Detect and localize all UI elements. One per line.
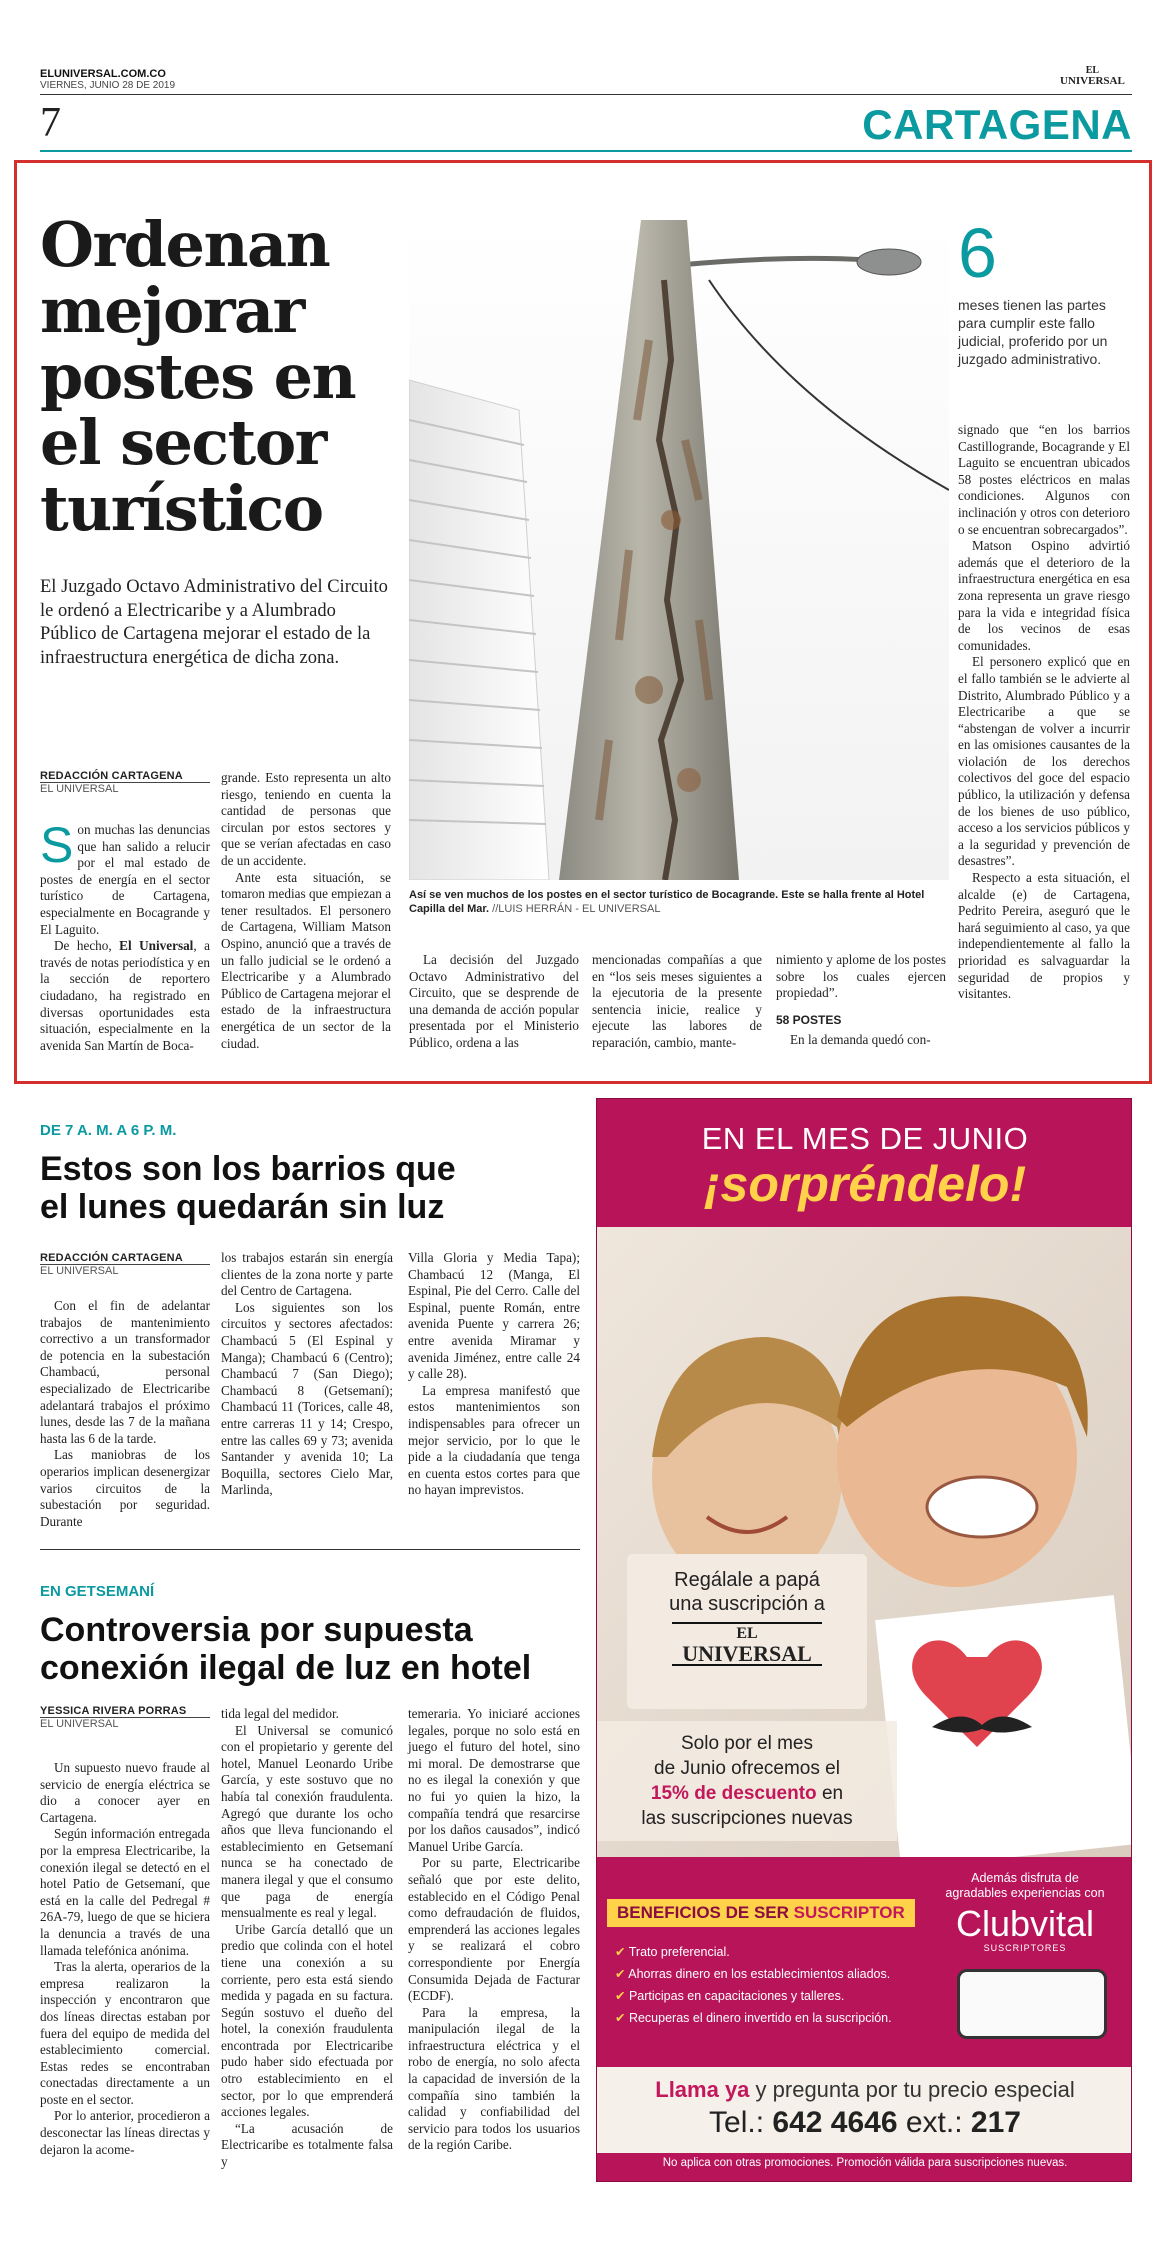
benefit-item: ✔ Recuperas el dinero invertido en la suscripción. <box>615 2011 892 2025</box>
photo-illustration <box>409 220 949 880</box>
article2-byline <box>40 1252 210 1277</box>
byline-org: EL UNIVERSAL <box>40 1265 119 1277</box>
main-col-1: Son muchas las denuncias que han salido a relucir por el mal estado de postes de energía en el sector turístico de Cartagena, especialmente en Bocagrande y El Laguito. De hecho, El Universal, a través de notas periodística y en la sección de reportero ciudadano, ha registrado en diversas oportunidades esta situación, especialmente en la avenida San Martín de Boca- <box>40 817 210 1053</box>
main-col-4: mencionadas compañías a que en “los seis meses siguientes a la ejecutoria de la presente sentencia inicie, realice y ejecute las labores de reparación, cambio, mante- <box>592 952 762 1050</box>
benefits-list <box>615 1941 915 2029</box>
byline-name: REDACCIÓN CARTAGENA <box>40 770 183 782</box>
offer-text: Solo por el mes de Junio ofrecemos el 15% de descuento en las suscripciones nuevas <box>597 1721 897 1841</box>
article3-col-1: Un supuesto nuevo fraude al servicio de energía eléctrica se dio a conocer ayer en Cartagena. Según información entregada por la empresa Electricaribe, la conexión ilegal se detectó en el hotel Patio de Getsemaní, que está en la calle del Pedregal # 26A-79, luego de que se hiciera la denuncia a través de una llamada telefónica anónima. Tras la alerta, operarios de la empresa realizaron la inspección y encontraron que dos líneas directas estaban por fuera del equipo de medida del establecimiento comercial. Estas redes se encontraban conectadas directamente a un poste en el sector. Por lo anterior, procedieron a desconectar las líneas directas y dejaron la acome- <box>40 1760 210 2157</box>
benefit-item: ✔ Trato preferencial. <box>615 1945 730 1959</box>
ad-line1: EN EL MES DE JUNIO <box>701 1121 1029 1156</box>
article-divider <box>40 1549 580 1550</box>
ad-footer: No aplica con otras promociones. Promoción válida para suscripciones nuevas. <box>662 2157 1068 2169</box>
article3-col-2: tida legal del medidor. El Universal se comunicó con el propietario y gerente del hotel, Manuel Leonardo Uribe García, y este sostuvo que no había tal conexión fraudulenta. Agregó que durante los ocho años que lleva funcionando el establecimiento en Getsemaní nunca se ha conectado de manera ilegal y que el consumo que paga de energía mensualmente es real y legal. Uribe García detalló que un predio que colinda con el hotel tiene una conexión a su corriente, pero esta está siendo medida y pagada en su factura. Según sostuvo el dueño del hotel, la conexión fraudulenta encontrada por Electricaribe pudo haber sido efectuada por otro establecimiento en el sector, por lo que emprenderá acciones legales. “La acusación de Electricaribe es totalmente falsa y <box>221 1706 393 2170</box>
benefits-title: BENEFICIOS DE SER SUSCRIPTOR <box>607 1899 915 1927</box>
benefit-item: ✔ Participas en capacitaciones y talleres. <box>615 1989 845 2003</box>
main-col-3: La decisión del Juzgado Octavo Administrativo del Circuito, que se desprende de una demanda de acción popular presentada por el Ministerio Público, ordena a las <box>409 952 579 1050</box>
article2-col-3: Villa Gloria y Media Tapa); Chambacú 12 (Manga, El Espinal, Pie del Cerro. Calle del Espinal, puente Román, entre avenida Puente y carrera 26; entre avenida Miramar y avenida Jiménez, entre calle 24 y calle 28). La empresa manifestó que estos mantenimientos son indispensables para ofrecer un mejor servicio, por lo que le pide a la ciudadanía que tenga en cuenta estos cortes para que no hayan imprevistos. <box>408 1250 580 1498</box>
main-col-5: nimiento y aplome de los postes sobre los cuales ejercen propiedad”. 58 POSTES En la demanda quedó con- <box>776 952 946 1048</box>
main-headline: Ordenan mejorar postes en el sector turístico <box>40 208 356 545</box>
benefit-item: ✔ Ahorras dinero en los establecimientos aliados. <box>615 1967 891 1981</box>
article3-headline: Controversia por supuesta conexión ilegal de luz en hotel <box>40 1611 532 1687</box>
ad-line2: ¡sorpréndelo! <box>703 1156 1027 1212</box>
article2-col-2: los trabajos estarán sin energía clientes de la zona norte y parte del Centro de Cartagena. Los siguientes son los circuitos y sectores afectados: Chambacú 5 (El Espinal y Manga); Chambacú 6 (Centro); Chambacú 7 (San Diego); Chambacú 8 (Getsemaní); Chambacú 11 (Torices, calle 48, entre carreras 11 y 14; Crespo, entre las calles 69 y 73; avenida Santander y avenida 10; La Boquilla, sectores Cielo Mar, Marlinda, <box>221 1250 393 1498</box>
article3-byline <box>40 1705 210 1730</box>
call-bar: Llama ya y pregunta por tu precio especial Tel.: 642 4646 ext.: 217 <box>597 2067 1132 2153</box>
masthead-logo: EL UNIVERSAL <box>1060 65 1125 87</box>
stat-text: meses tienen las partes para cumplir este fallo judicial, proferido por un juzgado administrativo. <box>958 297 1108 367</box>
header-rule <box>40 94 1132 95</box>
article3-col-3: temeraria. Yo iniciaré acciones legales, porque no solo está en juego el futuro del hotel, sino mi moral. De demostrarse que no es ilegal la conexión y que no fui yo quien la hizo, la compañía tendrá que resarcirse por los daños causados”, indicó Manuel Uribe García. Por su parte, Electricaribe señaló que por este delito, establecido en el Código Penal como defraudación de fluidos, emprenderá las acciones legales y se realizará el cobro correspondiente por Energía Consumida Dejada de Facturar (ECDF). Para la empresa, la manipulación ilegal de la infraestructura eléctrica y el robo de energía, no solo afecta la capacidad de inversión de la compañía sino también la calidad y confiabilidad del servicio para todos los usuarios de la región Caribe. <box>408 1706 580 2153</box>
gift-card: Regálale a papá una suscripción a EL UNIVERSAL <box>627 1554 867 1709</box>
article2-col-1: Con el fin de adelantar trabajos de mantenimiento correctivo a un transformador de potencia en la subestación Chambacú, personal especializado de Electricaribe adelantará trabajos el próximo lunes, desde las 7 de la mañana hasta las 6 de la tarde. Las maniobras de los operarios implican desenergizar varios circuitos de la subestación por seguridad. Durante <box>40 1298 210 1529</box>
main-byline <box>40 770 210 795</box>
pole-photo <box>409 220 949 880</box>
section-title: CARTAGENA <box>862 101 1132 148</box>
article2-kicker: DE 7 A. M. A 6 P. M. <box>40 1122 177 1139</box>
article3-kicker: EN GETSEMANÍ <box>40 1583 155 1600</box>
main-col-6: signado que “en los barrios Castillogrande, Bocagrande y El Laguito se encuentran ubicados 58 postes eléctricos en malas condiciones. Algunos con inclinación y otros con deterioro o se encuentran sobrecargados”. Matson Ospino advirtió además que el deterioro de la infraestructura energética en esa zona representa un grave riesgo para la vida e integridad física de los vecinos de esas comunidades. El personero explicó que en el fallo también se le advierte al Distrito, Alumbrado Público y a Electricaribe a que se “abstengan de volver a incurrir en las omisiones causantes de la violación de los derechos colectivos del goce del espacio público, la utilización y defensa de los bienes de uso público, acceso a los servicios públicos y a la seguridad y prevención de desastres”. Respecto a esta situación, el alcalde (e) de Cartagena, Pedrito Pereira, aseguró que le hará seguimiento al caso, ya que independientemente al fallo la prioridad es salvaguardar la seguridad de propios y visitantes. <box>958 422 1130 1002</box>
section-rule <box>40 150 1132 152</box>
main-deck: El Juzgado Octavo Administrativo del Circuito le ordenó a Electricaribe y a Alumbrado Público de Cartagena mejorar el estado de la infraestructura energética de dicha zona. <box>40 577 388 668</box>
photo-caption: Así se ven muchos de los postes en el sector turístico de Bocagrande. Este se halla frente al Hotel Capilla del Mar. //LUIS HERRÁN - EL UNIVERSAL <box>409 889 925 915</box>
byline-org: EL UNIVERSAL <box>40 783 119 795</box>
subscription-ad[interactable] <box>596 1098 1132 2182</box>
article2-headline: Estos son los barrios que el lunes quedarán sin luz <box>40 1150 456 1226</box>
site-url[interactable]: ELUNIVERSAL.COM.CO <box>40 68 166 80</box>
drop-cap: S <box>40 817 74 873</box>
clubvital-logo: Clubvital SUSCRIPTORES <box>955 1903 1095 1953</box>
byline-name: YESSICA RIVERA PORRAS <box>40 1705 187 1717</box>
byline-org: EL UNIVERSAL <box>40 1718 119 1730</box>
issue-date: VIERNES, JUNIO 28 DE 2019 <box>40 80 176 91</box>
club-note: Además disfruta de agradables experiencias con <box>945 1871 1105 1900</box>
stat-number: 6 <box>958 214 997 292</box>
phone-mockup-icon <box>957 1969 1107 2039</box>
page-number: 7 <box>40 100 61 146</box>
byline-name: REDACCIÓN CARTAGENA <box>40 1252 183 1264</box>
main-col-2: grande. Esto representa un alto riesgo, teniendo en cuenta la cantidad de personas que circulan por estos sectores y que se verían afectadas en caso de un accidente. Ante esta situación, se tomaron medias que empiezan a tener resultados. El personero de Cartagena, William Matson Ospino, anunció que a través de un fallo judicial se le ordenó a Electricaribe y a Alumbrado Público de Cartagena mejorar el estado de la infraestructura energética de un sector de la ciudad. <box>221 770 391 1051</box>
